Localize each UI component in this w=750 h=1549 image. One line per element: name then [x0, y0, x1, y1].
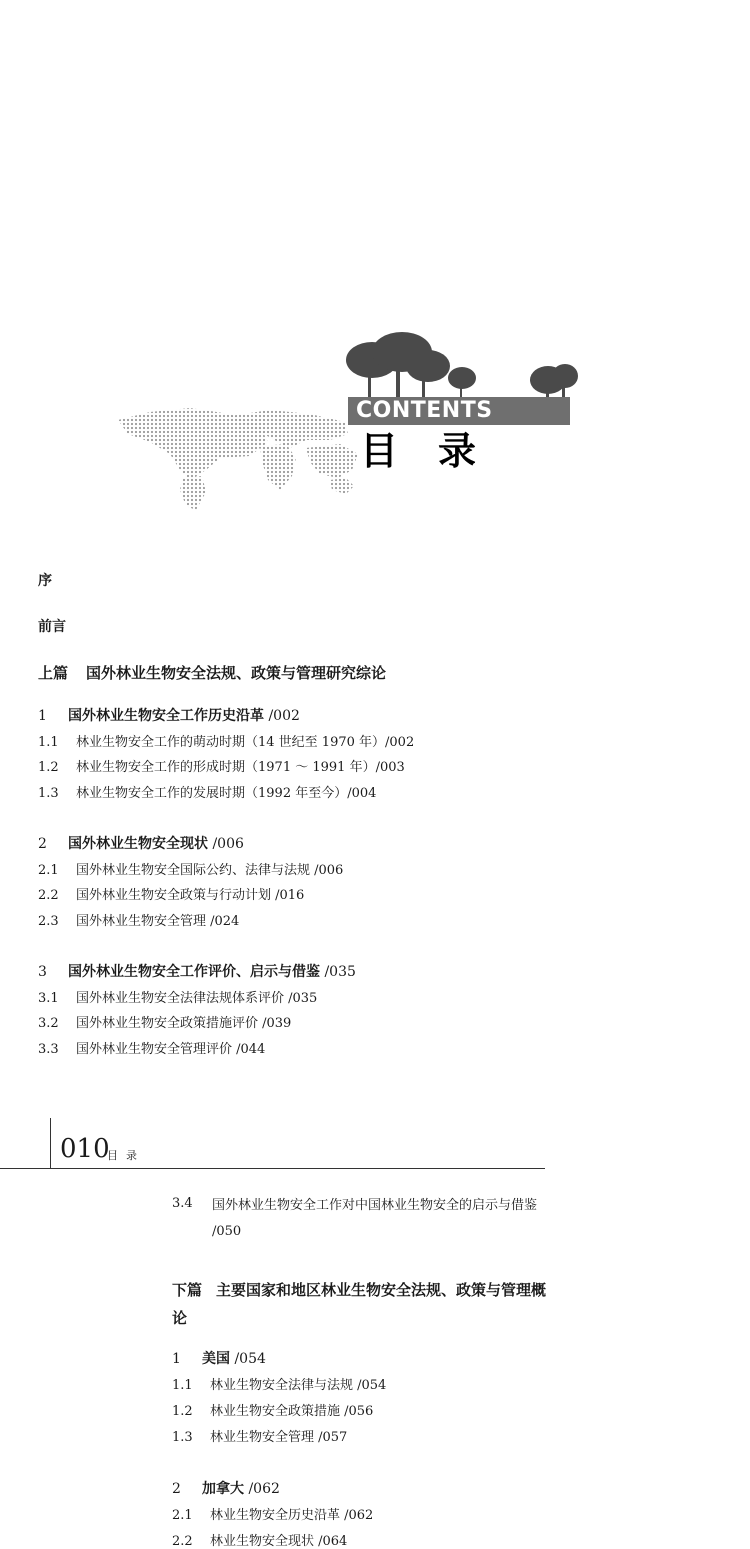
section-text: 林业生物安全政策措施 /056 [210, 1404, 374, 1419]
section-number: 3.2 [38, 1016, 59, 1031]
footer-vertical-rule [50, 1118, 51, 1168]
part-title: 国外林业生物安全法规、政策与管理研究综论 [86, 664, 387, 682]
part-title: 主要国家和地区林业生物安全法规、政策与管理概论 [172, 1281, 547, 1327]
contents-banner-illustration [110, 330, 580, 520]
part-label: 下篇 [172, 1281, 203, 1299]
toc-section[interactable] [38, 884, 304, 903]
toc-chapter[interactable] [38, 705, 300, 725]
section-number: 2.2 [172, 1534, 193, 1549]
toc-section[interactable] [172, 1374, 386, 1393]
toc-section[interactable] [172, 1530, 347, 1549]
section-text: 国外林业生物安全管理评价 /044 [76, 1042, 266, 1057]
toc-section[interactable] [172, 1400, 373, 1419]
section-text: 林业生物安全管理 /057 [210, 1430, 348, 1445]
toc-chapter[interactable] [38, 833, 244, 853]
section-number: 3.1 [38, 991, 59, 1006]
chapter-number: 1 [172, 1351, 181, 1367]
section-text-wrapped: 国外林业生物安全工作对中国林业生物安全的启示与借鉴 /050 [212, 1198, 538, 1239]
section-number: 1.2 [172, 1404, 193, 1419]
section-text: 国外林业生物安全国际公约、法律与法规 /006 [76, 863, 344, 878]
section-text: 林业生物安全工作的发展时期（1992 年至今）/004 [76, 786, 377, 801]
section-text: 林业生物安全历史沿革 /062 [210, 1508, 374, 1523]
chapter-title: 国外林业生物安全工作评价、启示与借鉴 [68, 964, 320, 980]
toc-part-heading-1[interactable] [38, 662, 386, 683]
chapter-page: /006 [212, 836, 244, 852]
toc-section[interactable] [38, 910, 239, 929]
section-number: 1.3 [38, 786, 59, 801]
chapter-number: 1 [38, 708, 47, 724]
chapter-number: 2 [38, 836, 47, 852]
toc-section[interactable] [172, 1426, 347, 1445]
running-title: 目录 [107, 1149, 145, 1162]
chapter-page: /002 [268, 708, 300, 724]
section-number: 1.3 [172, 1430, 193, 1445]
section-text: 国外林业生物安全管理 /024 [76, 914, 240, 929]
toc-section[interactable] [38, 1012, 291, 1031]
section-number: 2.3 [38, 914, 59, 929]
chapter-title: 加拿大 [202, 1481, 244, 1497]
page-number: 010 [60, 1134, 110, 1164]
section-text: 国外林业生物安全政策措施评价 /039 [76, 1016, 292, 1031]
toc-chapter[interactable] [38, 961, 356, 981]
toc-section[interactable] [38, 1038, 265, 1057]
toc-section-continued[interactable] [172, 1196, 210, 1211]
part-label: 上篇 [38, 664, 69, 682]
contents-english-title: CONTENTS [356, 398, 493, 423]
section-number: 1.1 [172, 1378, 193, 1393]
section-number: 1.2 [38, 760, 59, 775]
contents-chinese-title: 目录 [360, 429, 517, 473]
chapter-page: /035 [324, 964, 356, 980]
toc-entry-preface[interactable]: 序 [38, 573, 52, 589]
toc-section[interactable] [38, 987, 317, 1006]
toc-section[interactable] [38, 731, 414, 750]
toc-section[interactable] [172, 1504, 373, 1523]
chapter-page: /054 [234, 1351, 266, 1367]
toc-section[interactable] [38, 859, 343, 878]
toc-entry-foreword[interactable]: 前言 [38, 619, 66, 635]
toc-chapter[interactable] [172, 1478, 280, 1498]
toc-section[interactable] [38, 756, 405, 775]
section-text: 国外林业生物安全法律法规体系评价 /035 [76, 991, 318, 1006]
section-text: 林业生物安全工作的萌动时期（14 世纪至 1970 年）/002 [76, 735, 415, 750]
chapter-page: /062 [248, 1481, 280, 1497]
toc-section[interactable] [38, 782, 376, 801]
section-text: 林业生物安全工作的形成时期（1971 ～ 1991 年）/003 [76, 760, 405, 775]
toc-chapter[interactable] [172, 1348, 266, 1368]
section-text: 林业生物安全现状 /064 [210, 1534, 348, 1549]
chapter-number: 3 [38, 964, 47, 980]
chapter-title: 国外林业生物安全工作历史沿革 [68, 708, 264, 724]
section-text: 国外林业生物安全政策与行动计划 /016 [76, 888, 305, 903]
section-number: 2.2 [38, 888, 59, 903]
footer-horizontal-rule [0, 1168, 545, 1169]
chapter-number: 2 [172, 1481, 181, 1497]
section-number: 2.1 [172, 1508, 193, 1523]
chapter-title: 国外林业生物安全现状 [68, 836, 208, 852]
chapter-title: 美国 [202, 1351, 230, 1367]
section-number: 1.1 [38, 735, 59, 750]
section-number: 2.1 [38, 863, 59, 878]
trees-graphic [346, 332, 578, 398]
toc-part-heading-2[interactable] [172, 1276, 550, 1332]
section-number: 3.4 [172, 1196, 193, 1211]
world-map-graphic [118, 408, 358, 510]
section-number: 3.3 [38, 1042, 59, 1057]
section-text: 林业生物安全法律与法规 /054 [210, 1378, 387, 1393]
